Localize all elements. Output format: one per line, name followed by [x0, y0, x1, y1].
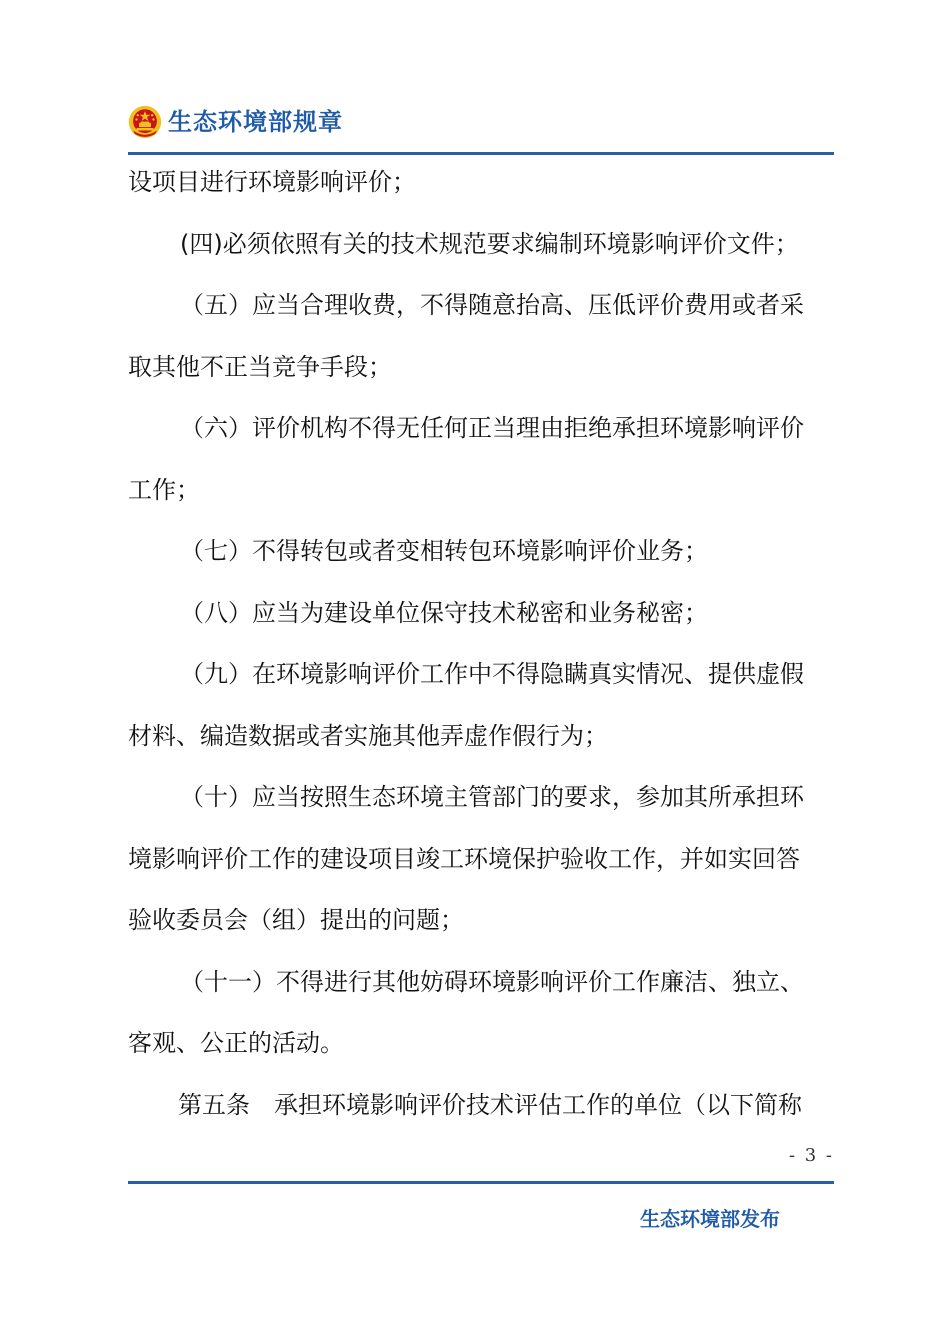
document-body — [128, 160, 834, 1144]
body-line: 材料、编造数据或者实施其他弄虚作假行为； — [128, 721, 608, 750]
body-line: 工作； — [128, 475, 200, 504]
header-title: 生态环境部规章 — [168, 108, 343, 136]
body-line: 设项目进行环境影响评价； — [128, 168, 416, 196]
body-line: 境影响评价工作的建设项目竣工环境保护验收工作，并如实回答 — [128, 844, 800, 873]
body-line: （十）应当按照生态环境主管部门的要求，参加其所承担环 — [180, 783, 804, 811]
body-line: (四)必须依照有关的技术规范要求编制环境影响评价文件； — [180, 229, 799, 258]
body-line: 取其他不正当竞争手段； — [128, 352, 392, 381]
header-divider — [128, 152, 834, 155]
body-line: （八）应当为建设单位保守技术秘密和业务秘密； — [180, 598, 708, 627]
body-line: （七）不得转包或者变相转包环境影响评价业务； — [180, 537, 708, 565]
body-line: 第五条 承担环境影响评价技术评估工作的单位（以下简称 — [178, 1090, 802, 1119]
footer-divider — [128, 1181, 834, 1184]
body-line: （五）应当合理收费，不得随意抬高、压低评价费用或者采 — [180, 291, 804, 319]
national-emblem-icon — [128, 105, 162, 139]
page-number: - 3 - — [788, 1145, 834, 1166]
body-line: （十一）不得进行其他妨碍环境影响评价工作廉洁、独立、 — [180, 967, 804, 996]
body-line: 验收委员会（组）提出的问题； — [128, 906, 464, 934]
body-line: （九）在环境影响评价工作中不得隐瞒真实情况、提供虚假 — [180, 660, 804, 688]
document-header — [128, 100, 834, 144]
body-line: 客观、公正的活动。 — [128, 1029, 344, 1057]
footer-publisher: 生态环境部发布 — [640, 1207, 780, 1231]
body-line: （六）评价机构不得无任何正当理由拒绝承担环境影响评价 — [180, 414, 804, 442]
